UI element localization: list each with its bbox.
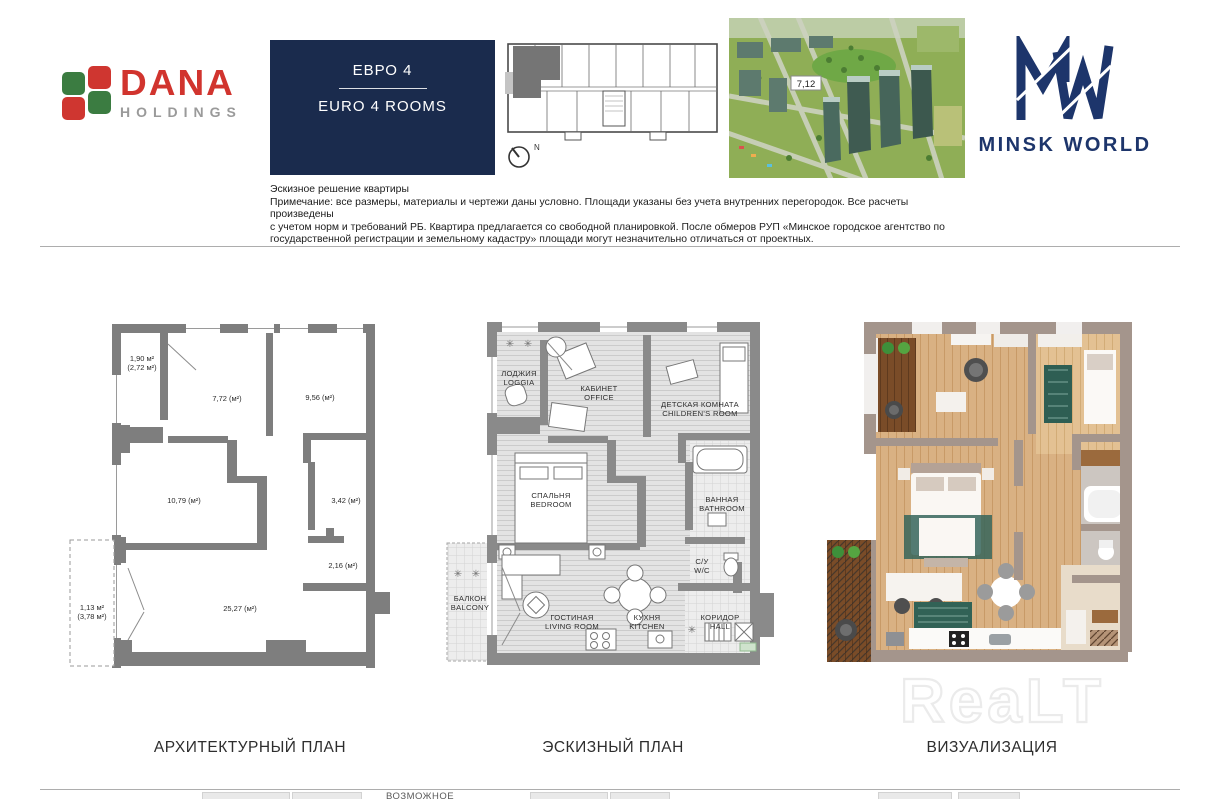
room-label-living-en: LIVING ROOM [545, 622, 599, 631]
room-label-hall-en: HALL [709, 622, 731, 631]
room-label-loggia-en: LOGGIA [503, 378, 535, 387]
footer-cell [958, 792, 1020, 799]
disclaimer-line1: Эскизное решение квартиры [270, 184, 409, 195]
room-label-bathroom-ru: ВАННАЯ [705, 495, 739, 504]
block-number-label [791, 76, 821, 90]
footer-cell [610, 792, 670, 799]
footer-divider [40, 789, 1180, 790]
area-label-loggia-2: (2,72 м²) [127, 363, 157, 372]
floorplate-plan [505, 42, 720, 176]
badge-divider [339, 88, 427, 89]
room-label-hall-ru: КОРИДОР [700, 613, 740, 622]
disclaimer-text [270, 184, 970, 247]
area-label-1079: 10,79 (м²) [167, 496, 201, 505]
disclaimer-line2: Примечание: все размеры, материалы и чертежи даны условно. Площади указаны без учета внутренних перегородок. Все расчеты произведены [270, 196, 909, 221]
header-divider [40, 246, 1180, 247]
svg-text:7,12: 7,12 [796, 79, 816, 90]
room-label-wc-ru: С/У [695, 557, 709, 566]
dana-brand-name: DANA [120, 62, 235, 103]
room-label-living-ru: ГОСТИНАЯ [550, 613, 594, 622]
room-label-bedroom-en: BEDROOM [530, 500, 572, 509]
room-label-children-ru: ДЕТСКАЯ КОМНАТА [661, 400, 739, 409]
disclaimer-line4: государственной регистрации и земельному кадастру» площади могут незначительно отличаться от проектных. [270, 234, 814, 246]
room-label-balcony-ru: БАЛКОН [453, 594, 487, 603]
architectural-plan [68, 322, 390, 668]
dana-brand-sub: HOLDINGS [120, 104, 242, 120]
room-label-loggia-ru: ЛОДЖИЯ [501, 369, 537, 378]
caption-visualization: ВИЗУАЛИЗАЦИЯ [926, 739, 1058, 756]
svg-text:✳: ✳ [505, 339, 515, 350]
room-label-kitchen-ru: КУХНЯ [633, 613, 661, 622]
unit-type-ru: ЕВРО 4 [352, 62, 413, 79]
svg-text:✳: ✳ [523, 339, 533, 350]
room-label-bedroom-ru: СПАЛЬНЯ [531, 491, 571, 500]
realt-watermark: ReaLT [900, 667, 1105, 736]
compass-n-label: N [534, 143, 540, 152]
svg-text:✳: ✳ [453, 569, 463, 580]
area-label-772: 7,72 (м²) [212, 394, 242, 403]
room-label-children-en: CHILDREN'S ROOM [662, 409, 738, 418]
area-label-balcony-1: 1,13 м² [79, 603, 105, 612]
minsk-world-name: MINSK WORLD [978, 134, 1152, 156]
room-label-balcony-en: BALCONY [450, 603, 490, 612]
room-label-office-en: OFFICE [584, 393, 614, 402]
svg-text:✳: ✳ [687, 625, 697, 636]
room-label-wc-en: W/C [694, 566, 710, 575]
footer-cell [292, 792, 362, 799]
area-label-342: 3,42 (м²) [331, 496, 361, 505]
unit-type-en: EURO 4 ROOMS [318, 98, 447, 115]
unit-type-badge [270, 40, 495, 175]
minsk-world-logo [975, 36, 1155, 168]
area-label-balcony-2: (3,78 м²) [77, 612, 107, 621]
visualization-render [824, 310, 1154, 672]
room-label-kitchen-en: KITCHEN [629, 622, 665, 631]
caption-sketch: ЭСКИЗНЫЙ ПЛАН [542, 739, 684, 756]
area-label-956: 9,56 (м²) [305, 393, 335, 402]
area-label-216: 2,16 (м²) [328, 561, 358, 570]
footer-cell [878, 792, 952, 799]
aerial-render [729, 18, 965, 178]
caption-architectural: АРХИТЕКТУРНЫЙ ПЛАН [153, 739, 347, 756]
room-label-office-ru: КАБИНЕТ [580, 384, 618, 393]
area-label-2527: 25,27 (м²) [223, 604, 257, 613]
svg-text:✳: ✳ [471, 569, 481, 580]
footer-partial-text: ВОЗМОЖНОЕ [385, 791, 455, 799]
footer-cell [530, 792, 608, 799]
compass-icon [509, 143, 540, 167]
area-label-loggia-1: 1,90 м² [129, 354, 155, 363]
dana-holdings-logo [62, 64, 272, 134]
room-label-bathroom-en: BATHROOM [699, 504, 745, 513]
sketch-plan [440, 315, 782, 670]
dana-logo-icon [62, 64, 114, 122]
mw-monogram-icon [1015, 36, 1115, 130]
footer-cell [202, 792, 290, 799]
disclaimer-line3: с учетом норм и требований РБ. Квартира предлагается со свободной планировкой. После обмеров РУП «Минское городское агентство по [270, 221, 945, 233]
